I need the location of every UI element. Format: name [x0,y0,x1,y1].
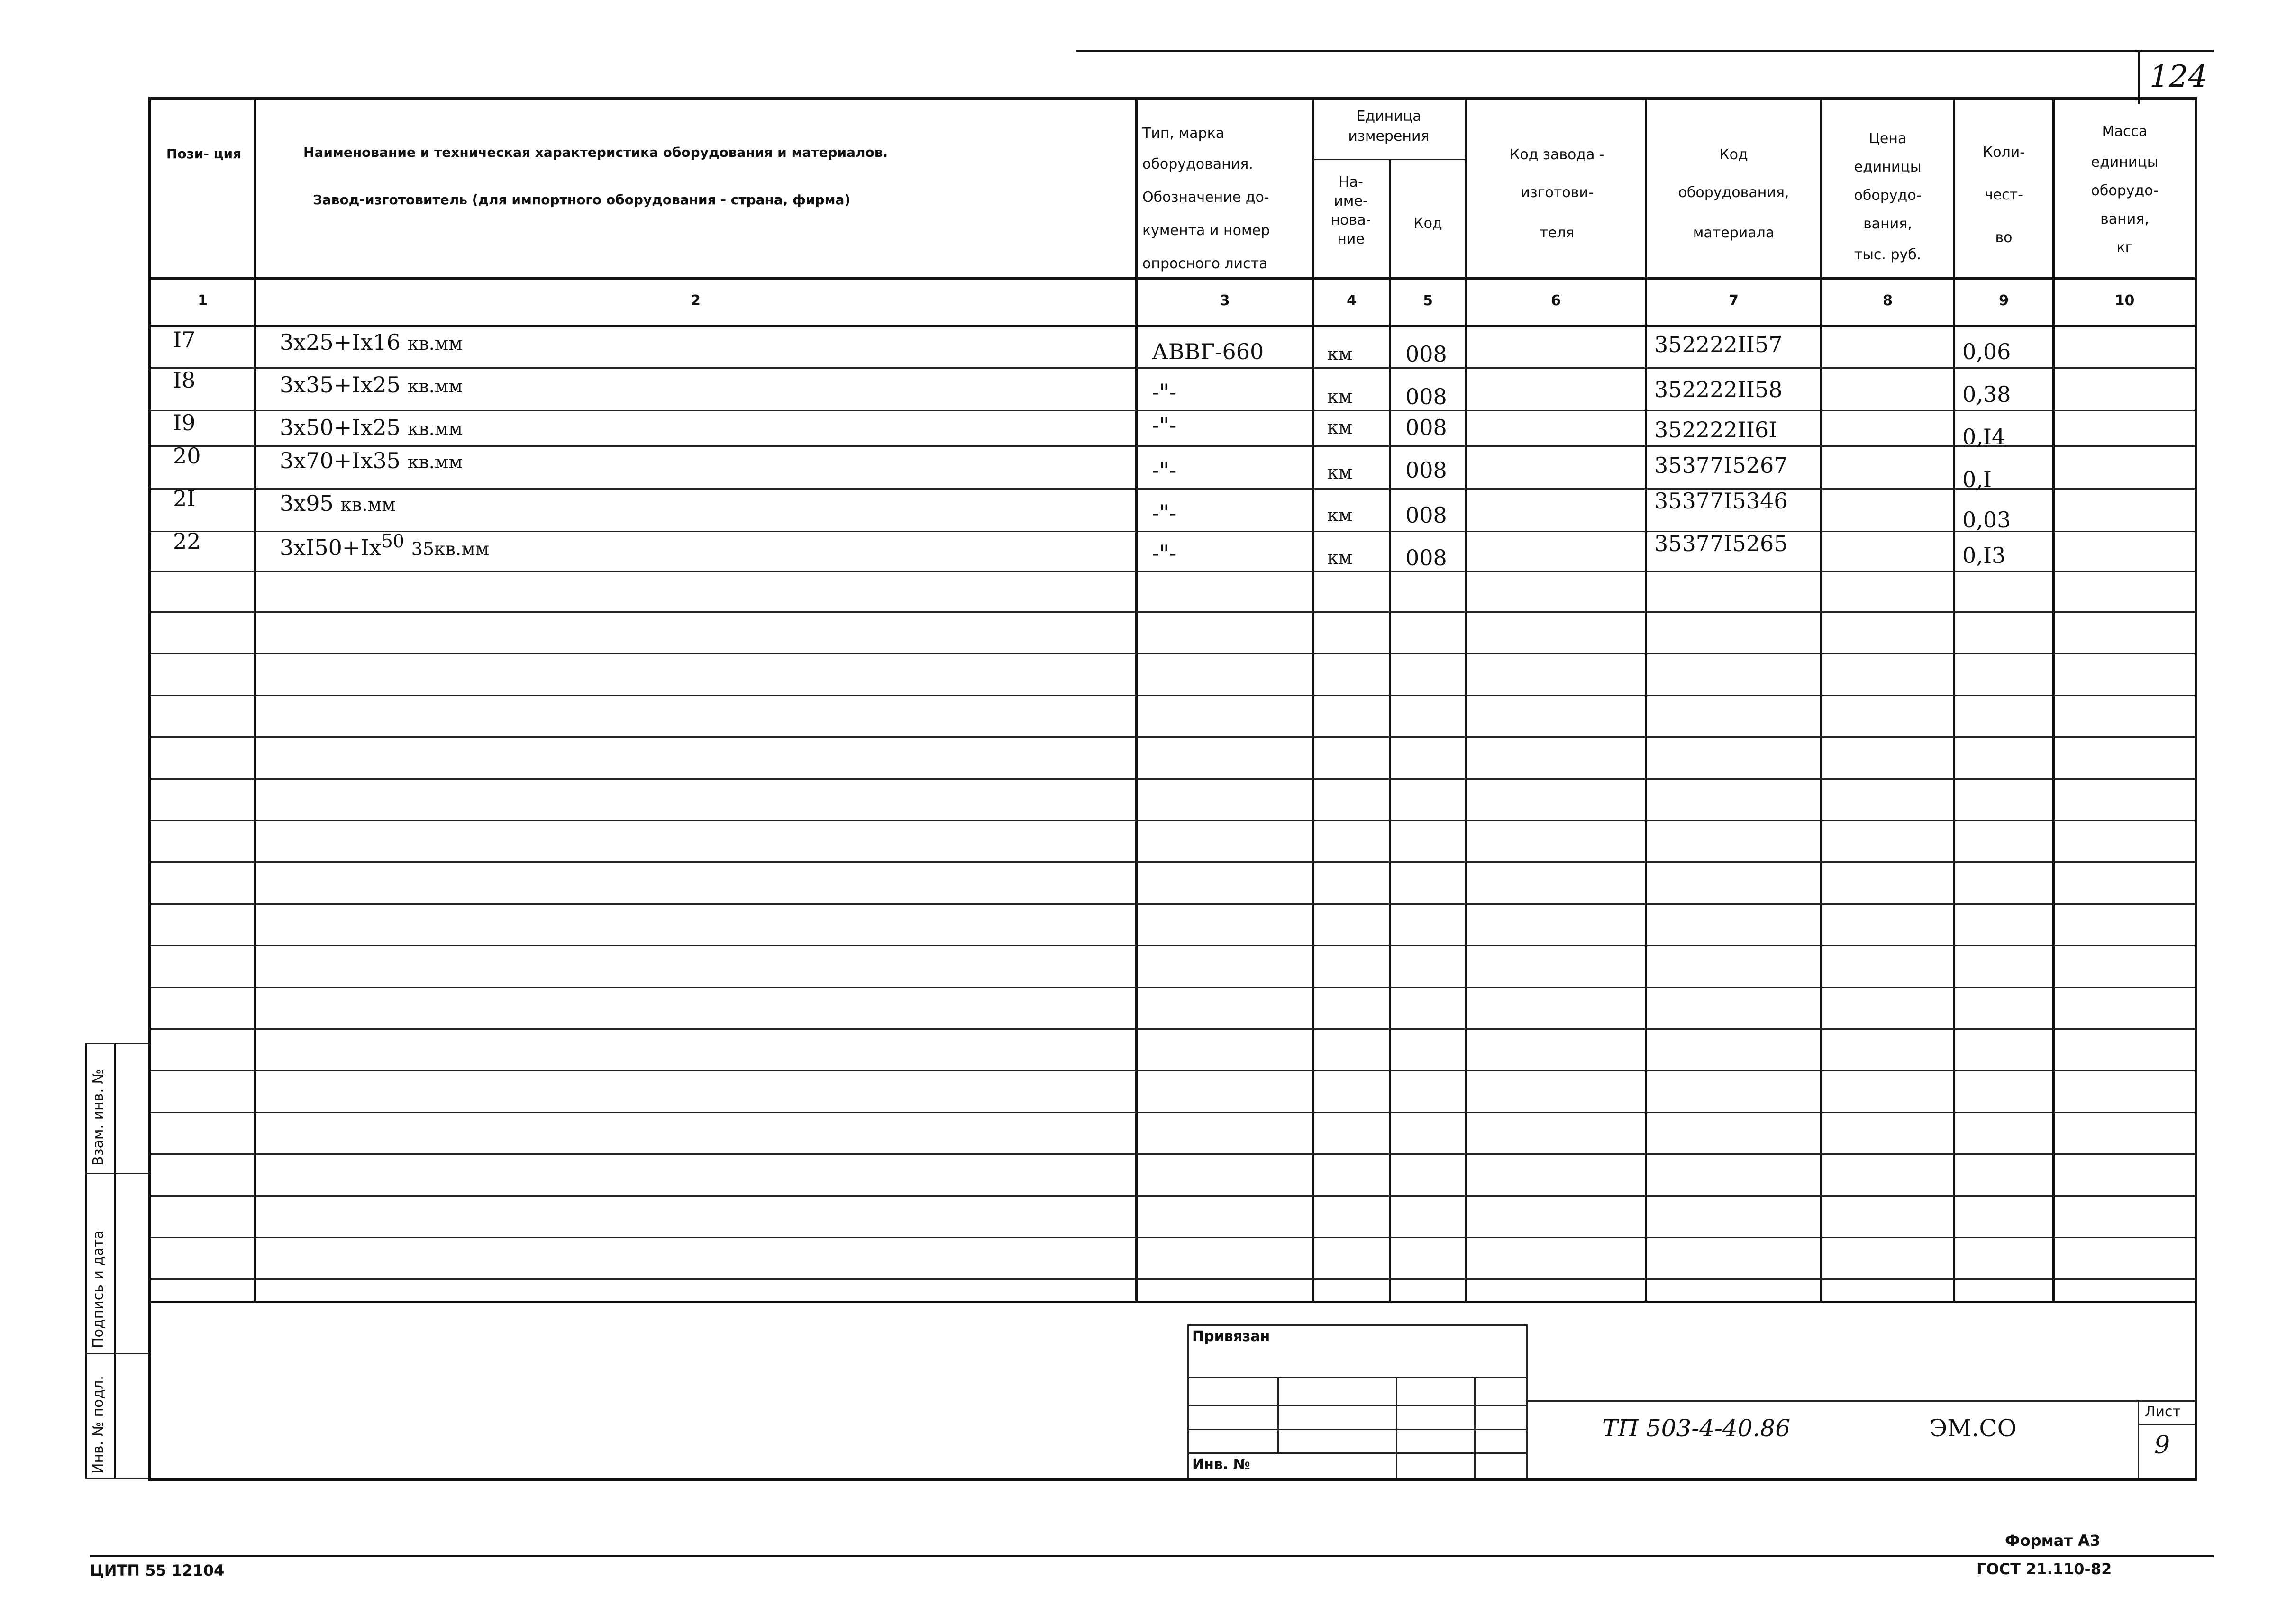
row-name: 3x50+Ix25 кв.мм [280,415,463,440]
unit-header-divider [1313,159,1465,160]
row-separator [151,1153,2195,1155]
footer-left: ЦИТП 55 12104 [90,1561,225,1579]
title-block-top [1526,1400,2195,1402]
doc-code: ТП 503-4-40.86 [1602,1414,1791,1442]
row-code: 008 [1405,457,1447,483]
colnum-2: 2 [691,292,701,309]
side-stamp-orig-inv: Инв. № подл. [90,1376,107,1474]
col-line-4 [1389,159,1391,1303]
row-separator [151,987,2195,988]
header-col10-line4: вания, [2100,211,2149,227]
row-separator [151,695,2195,696]
row-separator [151,820,2195,821]
header-col2-line1: Наименование и техническая характеристика оборудования и материалов. [303,145,888,160]
row-type: АВВГ-660 [1152,339,1264,364]
row-unit: км [1327,344,1353,364]
row-separator [151,1028,2195,1030]
row-separator [151,1112,2195,1113]
header-col10-line2: единицы [2091,154,2159,171]
row-qty: 0,I4 [1962,424,2006,450]
col-line-2 [1135,97,1138,1303]
row-unit: км [1327,505,1353,526]
frame-left [148,97,151,1481]
colnum-10: 10 [2114,292,2135,309]
header-col3-line5: опросного листа [1142,255,1268,272]
sheet-box-left [2138,1400,2139,1478]
row-separator [151,736,2195,738]
header-col3-line2: оборудования. [1142,156,1253,172]
header-col6-line2: изготови- [1521,184,1594,201]
header-col4-line3: нова- [1330,212,1371,228]
colnum-7: 7 [1729,292,1739,309]
header-col5: Код [1413,215,1442,232]
footer-format: Формат А3 [2005,1532,2101,1550]
header-col8-line3: оборудо- [1854,187,1922,204]
row-code: 008 [1405,341,1447,367]
header-col8-line2: единицы [1854,159,1922,175]
header-col8-line5: тыс. руб. [1854,246,1922,263]
row-name: 3x25+Ix16 кв.мм [280,329,463,355]
row-separator [151,367,2195,369]
row-separator [151,571,2195,572]
header-col9-line1: Коли- [1982,144,2025,161]
col-line-5 [1465,97,1467,1303]
col-line-7 [1820,97,1822,1303]
row-separator [151,778,2195,780]
row-separator [151,488,2195,490]
binding-box-top [1187,1324,1526,1326]
header-col6-line1: Код завода - [1510,146,1604,163]
header-col10-line1: Масса [2102,123,2148,140]
table-bottom-border [149,1301,2197,1303]
row-separator [151,611,2195,613]
sheet-label: Лист [2145,1404,2181,1420]
row-type: -"- [1152,500,1177,526]
row-code: 008 [1405,545,1447,571]
binding-inv-label: Инв. № [1192,1456,1250,1473]
top-rule [1076,50,2214,52]
side-stamp-inner [114,1043,116,1478]
row-pos: 2I [173,486,196,511]
header-col7-line1: Код [1719,146,1748,163]
colnum-bottom-border [149,325,2197,327]
row-qty: 0,38 [1962,381,2011,407]
frame-right [2195,97,2197,1481]
header-col8-line4: вания, [1863,216,1912,232]
row-separator [151,1195,2195,1197]
side-stamp-div2 [85,1353,149,1354]
header-col1: Пози- ция [166,146,242,162]
footer-rule [90,1555,2214,1557]
colnum-1: 1 [198,292,208,309]
side-stamp-bottom [85,1478,149,1479]
doc-mark: ЭМ.СО [1929,1414,2017,1442]
header-col4-line1: На- [1339,174,1363,190]
row-separator [151,445,2195,447]
colnum-8: 8 [1883,292,1893,309]
header-col6-line3: теля [1540,225,1575,241]
header-col10-line5: кг [2116,239,2133,256]
row-mat-code: 35377I5267 [1654,453,1788,478]
col-line-3 [1312,97,1314,1303]
row-name: 3x35+Ix25 кв.мм [280,372,463,398]
header-col4-line2: име- [1334,193,1368,209]
header-col3-line4: кумента и номер [1142,222,1270,239]
sheet-number: 124 [2150,59,2208,94]
binding-box-col1 [1277,1377,1279,1452]
table-top-border [149,97,2197,100]
header-col7-line3: материала [1693,225,1775,241]
row-mat-code: 352222II6I [1654,417,1777,443]
row-pos: 20 [173,443,201,469]
header-col3-line3: Обозначение до- [1142,189,1269,206]
row-unit: км [1327,462,1353,483]
header-unit: Единица измерения [1348,108,1430,145]
col-line-9 [2052,97,2055,1303]
row-pos: 22 [173,528,201,554]
col-line-6 [1645,97,1647,1303]
row-unit: км [1327,417,1353,438]
header-col9-line2: чест- [1985,187,2023,203]
colnum-3: 3 [1220,292,1230,309]
row-pos: I7 [173,327,196,353]
row-qty: 0,I [1962,467,1992,492]
binding-box-col2 [1396,1377,1397,1478]
row-code: 008 [1405,502,1447,528]
colnum-4: 4 [1347,292,1357,309]
row-separator [151,653,2195,654]
row-separator [151,903,2195,905]
row-separator [151,1237,2195,1238]
side-stamp-outer [85,1043,87,1478]
sheet-value: 9 [2154,1431,2170,1460]
row-mat-code: 35377I5265 [1654,531,1788,556]
colnum-6: 6 [1551,292,1561,309]
row-qty: 0,06 [1962,339,2011,364]
row-mat-code: 35377I5346 [1654,488,1788,514]
row-qty: 0,I3 [1962,543,2006,568]
side-stamp-replace-inv: Взам. инв. № [90,1069,107,1166]
row-pos: I9 [173,410,196,435]
row-type: -"- [1152,540,1177,566]
binding-box-col3 [1474,1377,1476,1478]
side-stamp-div1 [85,1173,149,1174]
header-col3-line1: Тип, марка [1142,125,1225,142]
colnum-5: 5 [1423,292,1433,309]
row-separator [151,945,2195,946]
row-unit: км [1327,547,1353,568]
row-separator [151,410,2195,411]
binding-box-left [1187,1324,1189,1478]
row-code: 008 [1405,384,1447,409]
row-mat-code: 352222II58 [1654,377,1783,402]
header-col8-line1: Цена [1868,130,1907,147]
col-line-1 [254,97,256,1303]
sheet-box-divider [2138,1424,2195,1425]
side-stamp-signature-date: Подпись и дата [90,1230,107,1348]
row-type: -"- [1152,412,1177,438]
row-separator [151,1278,2195,1280]
row-name: 3x70+Ix35 кв.мм [280,448,463,473]
row-name: $3xI50+Ix^{50}$ 35кв.мм [280,531,490,561]
header-col4-line4: ние [1337,231,1365,247]
row-pos: I8 [173,367,196,393]
colnum-9: 9 [1999,292,2009,309]
frame-bottom-border [149,1478,2197,1481]
row-type: -"- [1152,457,1177,483]
row-unit: км [1327,386,1353,407]
row-name: 3x95 кв.мм [280,490,396,516]
header-col2-line2: Завод-изготовитель (для импортного оборудования - страна, фирма) [313,192,851,208]
header-col10-line3: оборудо- [2091,182,2159,199]
header-col9-line3: во [1995,229,2013,246]
header-col7-line2: оборудования, [1678,184,1789,201]
col-line-8 [1953,97,1955,1303]
header-bottom-border [149,277,2197,280]
row-qty: 0,03 [1962,507,2011,533]
row-separator [151,861,2195,863]
side-stamp-top [85,1043,149,1044]
row-code: 008 [1405,415,1447,440]
footer-gost: ГОСТ 21.110-82 [1977,1560,2112,1578]
binding-label: Привязан [1192,1328,1270,1345]
sheet-number-divider [2138,52,2140,104]
row-mat-code: 352222II57 [1654,332,1783,357]
row-type: -"- [1152,379,1177,405]
row-separator [151,1070,2195,1071]
